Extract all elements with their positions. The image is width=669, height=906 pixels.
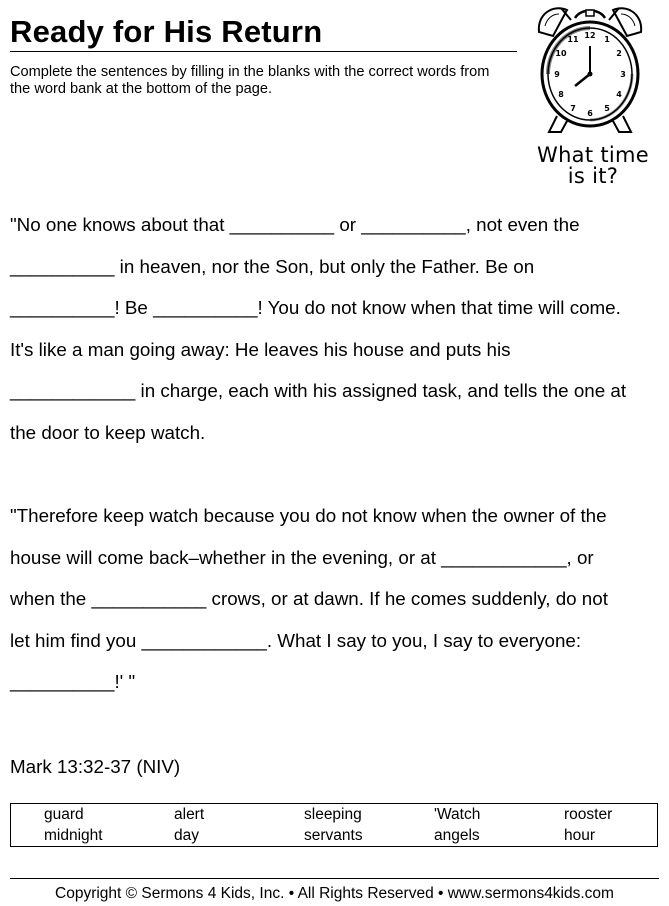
clock-numeral-8: 8	[558, 90, 564, 99]
passage-2	[10, 495, 660, 703]
passage-1-line: the door to keep watch.	[10, 421, 206, 443]
clock-numeral-12: 12	[584, 31, 596, 40]
alarm-clock-icon	[531, 2, 649, 137]
passage-1-line: __________ in heaven, nor the Son, but only the Father. Be on	[10, 255, 535, 277]
clock-numeral-6: 6	[587, 109, 593, 118]
passage-1-line: __________! Be __________! You do not know when that time will come.	[10, 297, 621, 318]
worksheet-title: Ready for His Return	[10, 14, 323, 49]
clock-caption	[523, 145, 663, 187]
copyright-notice: Copyright © Sermons 4 Kids, Inc. • All Rights Reserved • www.sermons4kids.com	[55, 885, 614, 902]
instructions: Complete the sentences by filling in the blanks with the correct words from the word bank at the bottom of the page.	[10, 64, 490, 97]
title-underline	[10, 51, 517, 52]
clock-numeral-2: 2	[616, 49, 622, 58]
word-bank-word: servants	[304, 827, 363, 844]
clock-numeral-3: 3	[620, 70, 626, 79]
clock-numeral-4: 4	[616, 90, 622, 99]
word-bank-word: 'Watch	[434, 806, 481, 823]
word-bank-word: rooster	[564, 806, 613, 823]
passage-2-line: when the ___________ crows, or at dawn. If he comes suddenly, do not	[10, 588, 608, 609]
word-bank-word: day	[174, 827, 199, 844]
footer-divider	[10, 878, 659, 879]
passage-1-line: ____________ in charge, each with his assigned task, and tells the one at	[10, 380, 627, 401]
word-bank-word: hour	[564, 827, 596, 844]
passage-1-line: "No one knows about that __________ or __________, not even the	[10, 214, 580, 235]
passage-1-line: It's like a man going away: He leaves his house and puts his	[10, 338, 511, 360]
passage-2-line: "Therefore keep watch because you do not know when the owner of the	[10, 505, 607, 526]
clock-numeral-7: 7	[570, 104, 576, 113]
clock-numeral-10: 10	[555, 49, 567, 58]
word-bank-word: angels	[434, 827, 480, 844]
clock-numeral-9: 9	[554, 70, 560, 79]
scripture-reference: Mark 13:32-37 (NIV)	[10, 756, 181, 777]
word-bank-word: alert	[174, 806, 205, 823]
word-bank-word: sleeping	[304, 806, 362, 823]
clock-numeral-1: 1	[604, 35, 610, 44]
clock-numeral-11: 11	[567, 35, 579, 44]
passage-2-line: let him find you ____________. What I say to you, I say to everyone:	[10, 629, 582, 651]
word-bank-word: guard	[44, 806, 84, 823]
clock-caption-line2: is it?	[567, 164, 619, 188]
passage-2-line: house will come back–whether in the evening, or at ____________, or	[10, 546, 594, 568]
word-bank	[10, 803, 658, 847]
passage-1	[10, 204, 660, 453]
clock-caption-line1: What time	[537, 143, 649, 167]
word-bank-word: midnight	[44, 827, 103, 844]
clock-numeral-5: 5	[604, 104, 610, 113]
passage-2-line: __________!' "	[10, 671, 136, 692]
